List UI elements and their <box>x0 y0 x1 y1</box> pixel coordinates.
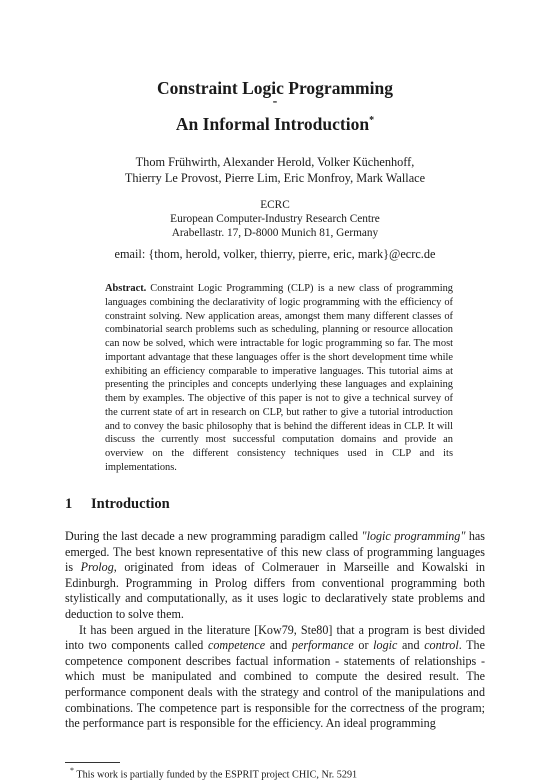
text-run: It has been argued in the literature [Kow79, Ste80] that a program is best divided into two components called <box>65 622 485 653</box>
abstract-block <box>105 282 453 475</box>
text-run: has emerged. The best known representative of this new class of programming languages is <box>65 529 485 575</box>
paragraph-2 <box>65 623 485 732</box>
footnote-mark: * <box>70 766 74 775</box>
text-run: and <box>397 638 425 653</box>
section-heading <box>65 496 170 513</box>
email-line: email: {thom, herold, volker, thierry, pierre, eric, mark}@ecrc.de <box>114 247 436 261</box>
affiliation-org: ECRC <box>260 199 290 211</box>
footnote-text: This work is partially funded by the ESPRIT project CHIC, Nr. 5291 <box>74 769 358 780</box>
paper-title-dash: - <box>272 94 278 109</box>
text-run: . The competence component describes factual information - statements of relationships - which must be manipulated and combined to compute the desired result. The performance component deals with the strategy and control of the manipulations and combinations. The competence part is responsible for the correctness of the program; the performance part is responsible for the efficiency. An ideal programming <box>65 638 485 731</box>
paper-title-line2 <box>0 114 550 135</box>
text-run: During the last decade a new programming paradigm called <box>65 529 362 543</box>
affiliation-address: Arabellastr. 17, D-8000 Munich 81, Germany <box>171 227 379 239</box>
emphasis-text: competence <box>208 638 266 653</box>
title-footnote-mark: * <box>369 115 375 127</box>
footnote-rule <box>65 762 120 763</box>
emphasis-text: logic <box>373 638 398 653</box>
emphasis-text: control <box>424 638 459 653</box>
section-title: Introduction <box>91 496 170 512</box>
authors-line2: Thierry Le Provost, Pierre Lim, Eric Monfroy, Mark Wallace <box>124 171 426 185</box>
abstract-text: Constraint Logic Programming (CLP) is a new class of programming languages combining the declarativity of logic programming with the efficiency of constraint solving. New application areas, amongst them many different classes of combinatorial search problems such as scheduling, planning or resource allocation can now be solved, which were intractable for logic programming so far. The most important advantage that these languages offer is the short development time while exhibiting an efficiency comparable to imperative languages. This tutorial aims at presenting the principles and concepts underlying these languages and explaining them by examples. The objective of this paper is not to give a technical survey of the current state of art in research on CLP, but rather to give a tutorial introduction and to convey the basic philosophy that is behind the different ideas in CLP. It will discuss the currently most successful computation domains and provide an overview on the different consistency techniques used in CLP and its implementations. <box>105 283 453 473</box>
emphasis-text: "logic programming" <box>361 529 466 543</box>
abstract-label: Abstract. <box>105 283 147 294</box>
text-run: and <box>265 638 292 653</box>
paragraph-1 <box>65 529 485 623</box>
authors-line1: Thom Frühwirth, Alexander Herold, Volker Küchenhoff, <box>135 155 415 169</box>
emphasis-text: Prolog <box>80 560 114 575</box>
paper-title-text: An Informal Introduction <box>175 114 370 134</box>
emphasis-text: performance <box>291 638 354 653</box>
text-run: or <box>353 638 374 653</box>
body-text <box>65 529 485 732</box>
section-number: 1 <box>65 496 73 512</box>
footnote <box>70 766 357 780</box>
text-run: , originated from ideas of Colmerauer in Marseille and Kowalski in Edinburgh. Programming in Prolog differs from conventional programming both stylistically and computationally, as it uses logic to declaratively state problems and deduction to solve them. <box>65 560 485 621</box>
affiliation-name: European Computer-Industry Research Centre <box>170 213 380 225</box>
paper-title-line1: Constraint Logic Programming <box>157 78 393 98</box>
